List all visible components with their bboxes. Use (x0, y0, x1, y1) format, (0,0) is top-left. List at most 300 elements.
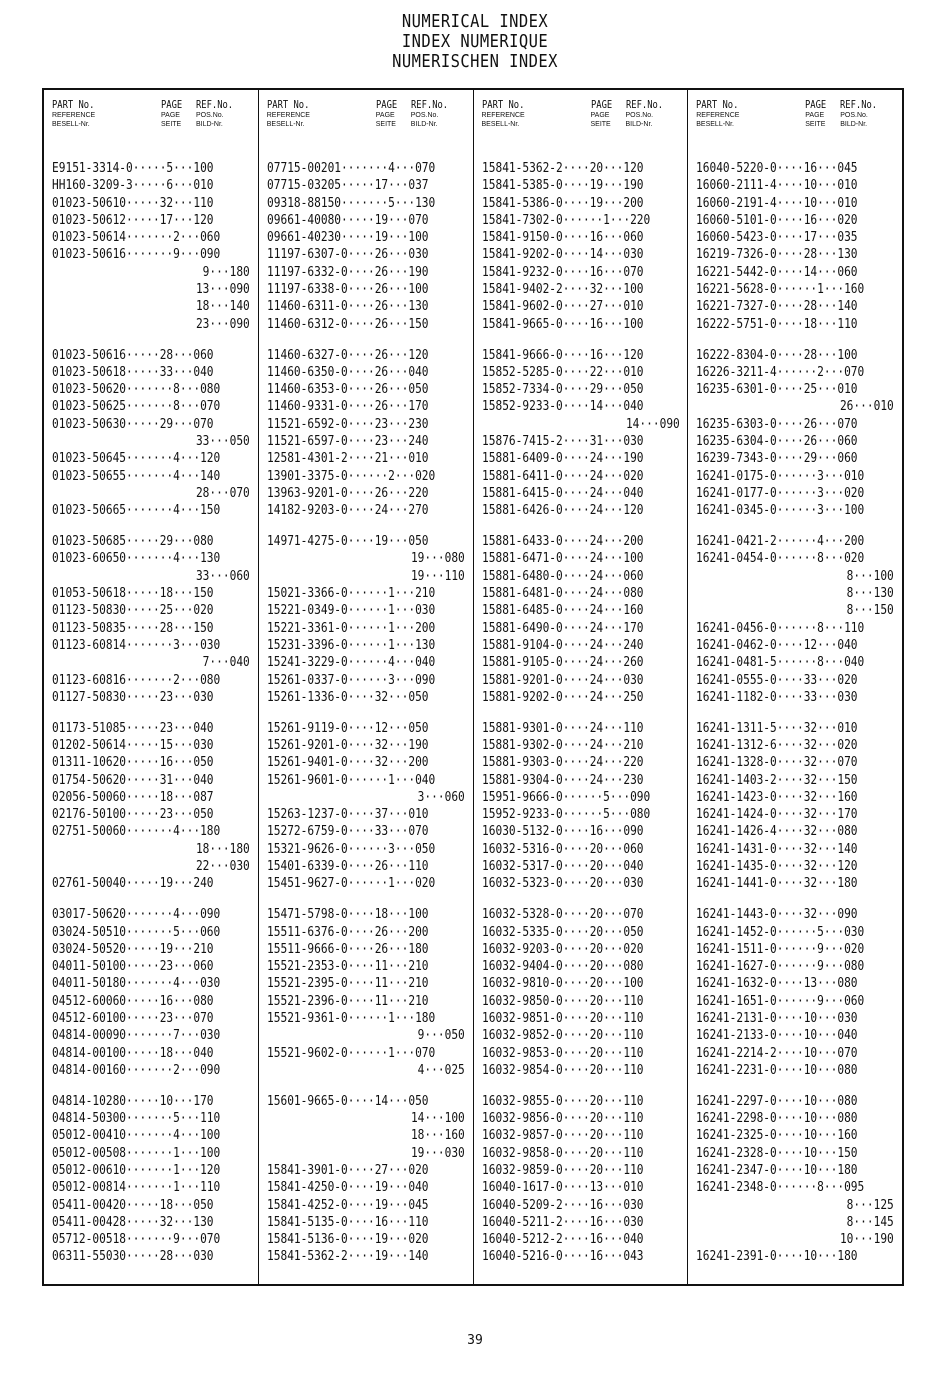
index-row: 16241-0421-2······4···200 (696, 534, 865, 550)
entry-group (52, 160, 252, 333)
index-row: 16222-5751-0····18···110 (696, 316, 858, 332)
index-row: 11460-9331-0····26···170 (266, 399, 429, 415)
column-header (688, 90, 902, 144)
entry-group (267, 533, 467, 706)
page-label: PAGE (161, 98, 183, 111)
index-row: 16241-1632-0····13···080 (696, 976, 858, 992)
pos-no-label: POS.No. (840, 112, 868, 119)
entry-group (696, 160, 896, 333)
index-row: 11460-6312-0····26···150 (266, 316, 429, 332)
index-row: 11197-6338-0····26···100 (266, 282, 429, 298)
index-continuation-row: 8···145 (846, 1214, 895, 1230)
index-continuation-row: 33···060 (195, 568, 250, 584)
index-row: 15841-9666-0····16···120 (481, 347, 644, 363)
index-row: 04814-10280·····10···170 (52, 1093, 214, 1109)
page-titles (0, 12, 950, 72)
index-row: 16241-2328-0····10···150 (696, 1145, 858, 1161)
index-row: 15881-9301-0····24···110 (481, 720, 644, 736)
entry-group (482, 533, 682, 706)
index-row: 16241-0345-0······3···100 (696, 503, 865, 519)
index-row: 16235-6303-0····26···070 (696, 416, 858, 432)
entry-group (267, 720, 467, 893)
index-row: 11460-6350-0····26···040 (266, 364, 429, 380)
bild-no-label: BILD-Nr. (625, 121, 653, 128)
index-row: 16219-7326-0····28···130 (696, 247, 858, 263)
index-continuation-row: 19···110 (410, 568, 465, 584)
index-row: 15841-4250-0····19···040 (266, 1180, 429, 1196)
index-row: 16222-8304-0····28···100 (696, 347, 858, 363)
index-row: 01023-50655·······4···140 (52, 468, 221, 484)
title-german: NUMERISCHEN INDEX (392, 51, 558, 72)
index-row: 16032-9852-0····20···110 (481, 1028, 644, 1044)
index-row: 15881-9202-0····24···250 (481, 689, 644, 705)
index-row: 16032-9850-0····20···110 (481, 993, 644, 1009)
index-row: 01023-50625·······8···070 (52, 399, 221, 415)
entry-group (482, 720, 682, 893)
index-row: 15451-9627-0······1···020 (266, 876, 436, 892)
index-row: 16241-1424-0····32···170 (696, 807, 858, 823)
index-row: 16030-5132-0····16···090 (481, 824, 644, 840)
index-column-1 (44, 90, 259, 1284)
index-row: 15841-7302-0······1···220 (481, 212, 650, 228)
index-continuation-row: 10···190 (840, 1232, 895, 1248)
index-row: 16241-1423-0····32···160 (696, 789, 858, 805)
index-row: 16241-2298-0····10···080 (696, 1111, 858, 1127)
pos-no-label: POS.No. (410, 112, 439, 119)
index-row: 01123-60814·······3···030 (52, 637, 221, 653)
index-row: 01023-50685·····29···080 (52, 534, 214, 550)
index-row: 16032-9858-0····20···110 (481, 1145, 644, 1161)
index-row: 15231-3396-0······1···130 (266, 637, 436, 653)
index-row: 16241-1443-0····32···090 (696, 907, 858, 923)
index-row: 15881-9201-0····24···030 (481, 672, 644, 688)
index-row: 16032-5323-0····20···030 (481, 876, 644, 892)
index-row: 11460-6311-0····26···130 (266, 299, 429, 315)
index-row: 16060-2111-4····10···010 (696, 178, 858, 194)
index-row: 16032-9859-0····20···110 (481, 1163, 644, 1178)
index-row: 05411-00428·····32···130 (52, 1214, 214, 1230)
index-row: 05012-00610·······1···120 (52, 1163, 221, 1178)
index-row: 15841-5135-0····16···110 (266, 1214, 429, 1230)
index-row: 16040-5209-2····16···030 (481, 1197, 644, 1213)
part-no-header (267, 98, 320, 129)
ref-no-header (196, 98, 242, 129)
index-row: 01123-60816·······2···080 (52, 672, 221, 688)
index-row: 15401-6339-0····26···110 (266, 859, 429, 875)
index-row: 09661-40080·····19···070 (266, 212, 429, 228)
index-row: 01023-50665·······4···150 (52, 503, 221, 519)
index-continuation-row: 28···070 (195, 485, 250, 501)
index-row: 16235-6304-0····26···060 (696, 434, 858, 450)
index-row: 09318-88150·······5···130 (266, 195, 436, 211)
index-row: 15841-3901-0····27···020 (266, 1163, 429, 1178)
index-column-4 (688, 90, 902, 1284)
index-row: 15881-6433-0····24···200 (481, 534, 644, 550)
index-row: 16241-1311-5····32···010 (696, 720, 858, 736)
index-row: 04011-50100·····23···060 (52, 959, 214, 975)
index-row: 16221-5628-0······1···160 (696, 282, 865, 298)
bild-no-label: BILD-Nr. (410, 121, 438, 128)
entry-group (696, 1093, 896, 1266)
index-row: 16241-2347-0····10···180 (696, 1163, 858, 1178)
index-row: 01023-50645·······4···120 (52, 451, 221, 467)
index-row: 16221-5442-0····14···060 (696, 264, 858, 280)
part-no-label: PART No. (52, 98, 95, 111)
entry-group (52, 906, 252, 1079)
index-row: 16032-5316-0····20···060 (481, 841, 644, 857)
index-row: 11521-6597-0····23···240 (266, 434, 429, 450)
index-row: 16239-7343-0····29···060 (696, 451, 858, 467)
index-row: 16241-1431-0····32···140 (696, 841, 858, 857)
index-row: 16032-9853-0····20···110 (481, 1045, 644, 1061)
ref-no-header (626, 98, 672, 129)
index-row: 16040-5211-2····16···030 (481, 1214, 644, 1230)
reference-label: REFERENCE (481, 112, 525, 119)
entry-group (267, 160, 467, 333)
index-continuation-row: 18···160 (410, 1128, 465, 1144)
index-row: 11460-6353-0····26···050 (266, 382, 429, 398)
index-row: 01023-50614·······2···060 (52, 230, 221, 246)
index-row: 09661-40230·····19···100 (266, 230, 429, 246)
index-row: 15881-6480-0····24···060 (481, 568, 644, 584)
index-continuation-row: 18···180 (195, 841, 250, 857)
index-row: 03017-50620·······4···090 (52, 907, 221, 923)
index-row: 16241-2348-0······8···095 (696, 1180, 865, 1196)
index-row: 16241-2297-0····10···080 (696, 1093, 858, 1109)
page-label: PAGE (805, 98, 827, 111)
index-row: 15261-9119-0····12···050 (266, 720, 429, 736)
index-row: 01023-50620·······8···080 (52, 382, 221, 398)
index-row: 16032-9203-0····20···020 (481, 941, 644, 957)
index-row: 02761-50040·····19···240 (52, 876, 214, 892)
besell-label: BESELL-Nr. (266, 121, 305, 128)
index-row: 15876-7415-2····31···030 (481, 434, 644, 450)
index-row: 16032-9857-0····20···110 (481, 1128, 644, 1144)
index-continuation-row: 22···030 (195, 859, 250, 875)
index-row: 15881-9304-0····24···230 (481, 772, 644, 788)
index-continuation-row: 8···125 (846, 1197, 895, 1213)
part-no-header (52, 98, 105, 129)
index-row: 15881-9104-0····24···240 (481, 637, 644, 653)
index-row: 15881-9302-0····24···210 (481, 737, 644, 753)
index-row: 16241-0481-5······8···040 (696, 655, 865, 671)
index-row: 16241-0175-0······3···010 (696, 468, 865, 484)
index-row: 15852-5285-0····22···010 (481, 364, 644, 380)
index-row: 05712-00518·······9···070 (52, 1232, 221, 1248)
part-no-label: PART No. (266, 98, 310, 111)
index-continuation-row: 19···080 (410, 551, 465, 567)
index-row: 11460-6327-0····26···120 (266, 347, 429, 363)
page-label: PAGE (590, 98, 612, 111)
index-row: 15881-9303-0····24···220 (481, 755, 644, 771)
index-row: 16241-2231-0····10···080 (696, 1062, 858, 1078)
pos-no-label: POS.No. (625, 112, 654, 119)
index-row: 05012-00814·······1···110 (52, 1180, 221, 1196)
index-row: 02751-50060·······4···180 (52, 824, 221, 840)
index-row: 16241-1441-0····32···180 (696, 876, 858, 892)
index-row: 16241-1627-0······9···080 (696, 959, 865, 975)
page-fr-label: PAGE (375, 112, 395, 119)
index-continuation-row: 26···010 (840, 399, 895, 415)
index-row: 04512-60100·····23···070 (52, 1011, 214, 1027)
index-continuation-row: 14···090 (625, 416, 680, 432)
index-row: 16040-1617-0····13···010 (481, 1180, 644, 1196)
index-row: 05411-00420·····18···050 (52, 1197, 214, 1213)
index-row: 16060-5423-0····17···035 (696, 230, 858, 246)
index-row: 04814-50300·······5···110 (52, 1111, 221, 1127)
index-column-3 (474, 90, 689, 1284)
index-row: 16241-2391-0····10···180 (696, 1249, 858, 1265)
column-header (259, 90, 473, 144)
ref-no-label: REF.No. (196, 98, 234, 111)
entry-group (482, 1093, 682, 1266)
index-row: 01023-50618·····33···040 (52, 364, 214, 380)
index-row: 01127-50830·····23···030 (52, 689, 214, 705)
index-row: 15841-9150-0····16···060 (481, 230, 644, 246)
ref-no-label: REF.No. (840, 98, 878, 111)
index-row: 15221-3361-0······1···200 (266, 620, 436, 636)
page-header (805, 98, 832, 129)
index-row: 16241-1328-0····32···070 (696, 755, 858, 771)
index-row: 16235-6301-0····25···010 (696, 382, 858, 398)
page-header (161, 98, 188, 129)
index-continuation-row: 19···030 (410, 1145, 465, 1161)
entry-group (482, 160, 682, 333)
index-row: 06311-55030·····28···030 (52, 1249, 214, 1265)
index-row: 01123-50835·····28···150 (52, 620, 214, 636)
index-row: 16241-0177-0······3···020 (696, 485, 865, 501)
index-row: 15881-6490-0····24···170 (481, 620, 644, 636)
index-row: 15601-9665-0····14···050 (266, 1093, 429, 1109)
index-row: 16032-9851-0····20···110 (481, 1011, 644, 1027)
index-row: HH160-3209-3·····6···010 (52, 178, 214, 194)
index-row: 01053-50618·····18···150 (52, 586, 214, 602)
index-row: 01023-60650·······4···130 (52, 551, 221, 567)
reference-label: REFERENCE (52, 112, 96, 119)
index-row: 16040-5220-0····16···045 (696, 161, 858, 176)
index-row: 01023-50612·····17···120 (52, 212, 214, 228)
entry-group (696, 906, 896, 1079)
index-row: 15521-9602-0······1···070 (266, 1045, 436, 1061)
index-row: 15881-6409-0····24···190 (481, 451, 644, 467)
index-row: 04011-50180·······4···030 (52, 976, 221, 992)
index-row: 07715-00201·······4···070 (266, 161, 436, 176)
index-row: 14182-9203-0····24···270 (266, 503, 429, 519)
index-row: 15881-6481-0····24···080 (481, 586, 644, 602)
index-row: 16032-9854-0····20···110 (481, 1062, 644, 1078)
index-row: 16032-5328-0····20···070 (481, 907, 644, 923)
index-row: 05012-00410·······4···100 (52, 1128, 221, 1144)
reference-label: REFERENCE (266, 112, 310, 119)
index-row: 15241-3229-0······4···040 (266, 655, 436, 671)
index-row: 16060-2191-4····10···010 (696, 195, 858, 211)
index-row: 12581-4301-2····21···010 (266, 451, 429, 467)
page-number: 39 (467, 1333, 483, 1348)
index-row: 15841-9402-2····32···100 (481, 282, 644, 298)
entry-group (696, 533, 896, 706)
besell-label: BESELL-Nr. (52, 121, 90, 128)
pos-no-label: POS.No. (196, 112, 224, 119)
part-no-header (696, 98, 749, 129)
index-row: 15952-9233-0······5···080 (481, 807, 650, 823)
index-row: 16032-5317-0····20···040 (481, 859, 644, 875)
index-row: 15841-5136-0····19···020 (266, 1232, 429, 1248)
index-row: 01754-50620·····31···040 (52, 772, 214, 788)
index-continuation-row: 18···140 (195, 299, 250, 315)
index-row: 15471-5798-0····18···100 (266, 907, 429, 923)
index-continuation-row: 23···090 (195, 316, 250, 332)
index-row: 15852-7334-0····29···050 (481, 382, 644, 398)
index-row: 15521-2395-0····11···210 (266, 976, 429, 992)
index-row: 16040-5212-2····16···040 (481, 1232, 644, 1248)
index-row: 15221-0349-0······1···030 (266, 603, 436, 619)
bild-no-label: BILD-Nr. (196, 121, 223, 128)
index-row: 01202-50614·····15···030 (52, 737, 214, 753)
index-row: 16241-2131-0····10···030 (696, 1011, 858, 1027)
index-row: 15841-5362-2····20···120 (481, 161, 644, 176)
index-row: 13963-9201-0····26···220 (266, 485, 429, 501)
index-row: 02176-50100·····23···050 (52, 807, 214, 823)
index-row: 15841-9602-0····27···010 (481, 299, 644, 315)
part-no-label: PART No. (481, 98, 524, 111)
ref-no-label: REF.No. (410, 98, 448, 111)
index-row: 15261-9401-0····32···200 (266, 755, 429, 771)
entry-group (52, 347, 252, 520)
seite-label: SEITE (161, 121, 182, 128)
index-row: 15521-2396-0····11···210 (266, 993, 429, 1009)
index-row: 15521-2353-0····11···210 (266, 959, 429, 975)
index-continuation-row: 9···050 (417, 1028, 465, 1044)
index-row: 16032-9856-0····20···110 (481, 1111, 644, 1127)
ref-no-header (840, 98, 886, 129)
index-row: 15951-9666-0······5···090 (481, 789, 650, 805)
index-row: 16241-0454-0······8···020 (696, 551, 865, 567)
index-row: 15881-9105-0····24···260 (481, 655, 644, 671)
index-row: 15261-9201-0····32···190 (266, 737, 429, 753)
column-header (44, 90, 258, 144)
page-header (376, 98, 403, 129)
index-row: 11197-6332-0····26···190 (266, 264, 429, 280)
index-row: E9151-3314-0·····5···100 (52, 161, 214, 176)
index-row: 04512-60060·····16···080 (52, 993, 214, 1009)
index-column-2 (259, 90, 474, 1284)
title-english: NUMERICAL INDEX (401, 11, 549, 32)
seite-label: SEITE (805, 121, 826, 128)
page-fr-label: PAGE (805, 112, 825, 119)
part-no-header (482, 98, 535, 129)
index-row: 16032-9404-0····20···080 (481, 959, 644, 975)
part-no-label: PART No. (696, 98, 739, 111)
index-row: 13901-3375-0······2···020 (266, 468, 436, 484)
index-row: 16241-2133-0····10···040 (696, 1028, 858, 1044)
index-continuation-row: 14···100 (410, 1111, 465, 1127)
index-row: 16241-1403-2····32···150 (696, 772, 858, 788)
besell-label: BESELL-Nr. (696, 121, 734, 128)
index-continuation-row: 3···060 (417, 789, 465, 805)
index-continuation-row: 8···130 (846, 586, 895, 602)
index-row: 16226-3211-4······2···070 (696, 364, 865, 380)
index-continuation-row: 4···025 (417, 1062, 465, 1078)
besell-label: BESELL-Nr. (481, 121, 520, 128)
entry-group (52, 720, 252, 893)
index-row: 01311-10620·····16···050 (52, 755, 214, 771)
page-fr-label: PAGE (590, 112, 610, 119)
index-row: 01023-50616·····28···060 (52, 347, 214, 363)
index-row: 15881-6471-0····24···100 (481, 551, 644, 567)
entry-group (52, 533, 252, 706)
reference-label: REFERENCE (696, 112, 740, 119)
index-row: 15841-5385-0····19···190 (481, 178, 644, 194)
index-row: 16241-1426-4····32···080 (696, 824, 858, 840)
index-continuation-row: 13···090 (195, 282, 250, 298)
seite-label: SEITE (590, 121, 611, 128)
index-row: 15261-1336-0····32···050 (266, 689, 429, 705)
index-row: 15841-9665-0····16···100 (481, 316, 644, 332)
entry-group (696, 347, 896, 520)
index-continuation-row: 8···150 (846, 603, 895, 619)
index-row: 04814-00090·······7···030 (52, 1028, 221, 1044)
index-row: 02056-50060·····18···087 (52, 789, 214, 805)
index-row: 15263-1237-0····37···010 (266, 807, 429, 823)
index-row: 15852-9233-0····14···040 (481, 399, 644, 415)
entry-group (696, 720, 896, 893)
index-row: 16221-7327-0····28···140 (696, 299, 858, 315)
index-row: 04814-00160·······2···090 (52, 1062, 221, 1078)
index-row: 15521-9361-0······1···180 (266, 1011, 436, 1027)
index-row: 04814-00100·····18···040 (52, 1045, 214, 1061)
index-continuation-row: 7···040 (202, 655, 250, 671)
index-row: 11197-6307-0····26···030 (266, 247, 429, 263)
page-header (591, 98, 618, 129)
index-row: 15261-9601-0······1···040 (266, 772, 436, 788)
entry-group (267, 906, 467, 1079)
index-row: 16060-5101-0····16···020 (696, 212, 858, 228)
entry-group (52, 1093, 252, 1266)
index-row: 07715-03205·····17···037 (266, 178, 429, 194)
index-row: 16241-0462-0····12···040 (696, 637, 858, 653)
index-row: 15272-6759-0····33···070 (266, 824, 429, 840)
index-row: 15881-6485-0····24···160 (481, 603, 644, 619)
index-row: 16241-2214-2····10···070 (696, 1045, 858, 1061)
index-continuation-row: 33···050 (195, 434, 250, 450)
index-row: 16032-9810-0····20···100 (481, 976, 644, 992)
index-row: 11521-6592-0····23···230 (266, 416, 429, 432)
index-table (42, 88, 904, 1286)
entry-group (482, 906, 682, 1079)
index-row: 16241-1511-0······9···020 (696, 941, 865, 957)
index-row: 15841-5362-2····19···140 (266, 1249, 429, 1265)
index-row: 15841-9202-0····14···030 (481, 247, 644, 263)
index-row: 16241-2325-0····10···160 (696, 1128, 858, 1144)
index-row: 16241-0555-0····33···020 (696, 672, 858, 688)
index-row: 16241-1312-6····32···020 (696, 737, 858, 753)
index-row: 14971-4275-0····19···050 (266, 534, 429, 550)
entry-group (267, 347, 467, 520)
column-header (474, 90, 688, 144)
index-row: 01123-50830·····25···020 (52, 603, 214, 619)
index-row: 01023-50610·····32···110 (52, 195, 214, 211)
index-row: 15021-3366-0······1···210 (266, 586, 436, 602)
index-row: 16032-5335-0····20···050 (481, 924, 644, 940)
index-row: 15881-6411-0····24···020 (481, 468, 644, 484)
index-row: 15881-6426-0····24···120 (481, 503, 644, 519)
index-row: 15841-9232-0····16···070 (481, 264, 644, 280)
title-french: INDEX NUMERIQUE (401, 31, 549, 52)
index-row: 01023-50630·····29···070 (52, 416, 214, 432)
index-row: 05012-00508·······1···100 (52, 1145, 221, 1161)
bild-no-label: BILD-Nr. (840, 121, 868, 128)
entry-group (267, 1093, 467, 1266)
